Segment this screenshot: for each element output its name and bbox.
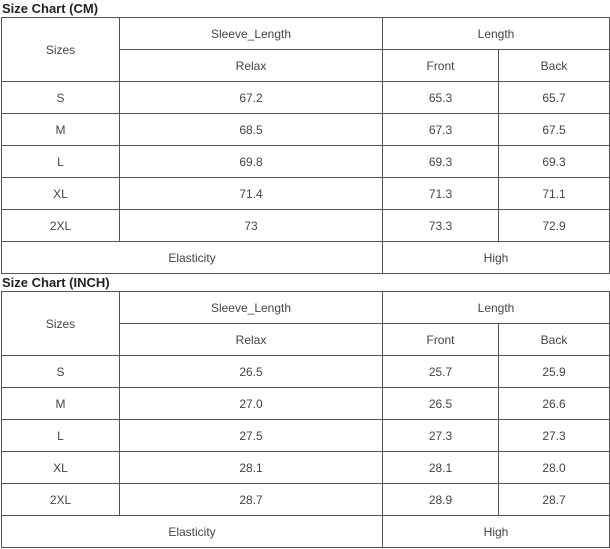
front-cell: 65.3 bbox=[383, 82, 499, 114]
sizes-header: Sizes bbox=[2, 18, 120, 82]
front-header: Front bbox=[383, 324, 499, 356]
relax-cell: 27.0 bbox=[120, 388, 383, 420]
size-cell: L bbox=[2, 420, 120, 452]
front-cell: 27.3 bbox=[383, 420, 499, 452]
back-header: Back bbox=[499, 50, 610, 82]
front-cell: 25.7 bbox=[383, 356, 499, 388]
table-row bbox=[2, 146, 610, 178]
footer-row bbox=[2, 242, 610, 274]
table-row bbox=[2, 210, 610, 242]
footer-row bbox=[2, 516, 610, 548]
table-row bbox=[2, 356, 610, 388]
sleeve-length-header: Sleeve_Length bbox=[120, 292, 383, 324]
front-header: Front bbox=[383, 50, 499, 82]
size-cell: XL bbox=[2, 452, 120, 484]
relax-cell: 27.5 bbox=[120, 420, 383, 452]
back-cell: 72.9 bbox=[499, 210, 610, 242]
front-cell: 73.3 bbox=[383, 210, 499, 242]
size-cell: S bbox=[2, 356, 120, 388]
back-cell: 27.3 bbox=[499, 420, 610, 452]
elasticity-label: Elasticity bbox=[2, 516, 383, 548]
elasticity-value: High bbox=[383, 516, 610, 548]
front-cell: 71.3 bbox=[383, 178, 499, 210]
elasticity-value: High bbox=[383, 242, 610, 274]
sleeve-length-header: Sleeve_Length bbox=[120, 18, 383, 50]
relax-cell: 67.2 bbox=[120, 82, 383, 114]
size-cell: M bbox=[2, 114, 120, 146]
size-cell: 2XL bbox=[2, 210, 120, 242]
relax-header: Relax bbox=[120, 50, 383, 82]
size-cell: M bbox=[2, 388, 120, 420]
front-cell: 28.9 bbox=[383, 484, 499, 516]
table-row bbox=[2, 114, 610, 146]
back-cell: 28.7 bbox=[499, 484, 610, 516]
size-chart-title: Size Chart (CM) bbox=[2, 1, 99, 16]
relax-cell: 68.5 bbox=[120, 114, 383, 146]
table-row bbox=[2, 484, 610, 516]
length-header: Length bbox=[383, 292, 610, 324]
relax-cell: 69.8 bbox=[120, 146, 383, 178]
table-row bbox=[2, 420, 610, 452]
sizes-header: Sizes bbox=[2, 292, 120, 356]
relax-header: Relax bbox=[120, 324, 383, 356]
front-cell: 69.3 bbox=[383, 146, 499, 178]
size-cell: L bbox=[2, 146, 120, 178]
back-cell: 26.6 bbox=[499, 388, 610, 420]
table-row bbox=[2, 82, 610, 114]
back-cell: 69.3 bbox=[499, 146, 610, 178]
back-cell: 67.5 bbox=[499, 114, 610, 146]
size-table bbox=[1, 291, 610, 548]
size-chart-title: Size Chart (INCH) bbox=[2, 275, 110, 290]
relax-cell: 71.4 bbox=[120, 178, 383, 210]
elasticity-label: Elasticity bbox=[2, 242, 383, 274]
relax-cell: 28.1 bbox=[120, 452, 383, 484]
header-row bbox=[2, 292, 610, 324]
size-chart-inch bbox=[1, 274, 609, 548]
front-cell: 28.1 bbox=[383, 452, 499, 484]
header-row bbox=[2, 18, 610, 50]
front-cell: 67.3 bbox=[383, 114, 499, 146]
size-cell: XL bbox=[2, 178, 120, 210]
table-row bbox=[2, 388, 610, 420]
back-cell: 25.9 bbox=[499, 356, 610, 388]
table-row bbox=[2, 178, 610, 210]
size-cell: S bbox=[2, 82, 120, 114]
size-table bbox=[1, 17, 610, 274]
back-cell: 71.1 bbox=[499, 178, 610, 210]
length-header: Length bbox=[383, 18, 610, 50]
size-chart-cm bbox=[1, 0, 609, 274]
table-row bbox=[2, 452, 610, 484]
back-header: Back bbox=[499, 324, 610, 356]
front-cell: 26.5 bbox=[383, 388, 499, 420]
back-cell: 65.7 bbox=[499, 82, 610, 114]
back-cell: 28.0 bbox=[499, 452, 610, 484]
relax-cell: 28.7 bbox=[120, 484, 383, 516]
relax-cell: 26.5 bbox=[120, 356, 383, 388]
relax-cell: 73 bbox=[120, 210, 383, 242]
size-cell: 2XL bbox=[2, 484, 120, 516]
